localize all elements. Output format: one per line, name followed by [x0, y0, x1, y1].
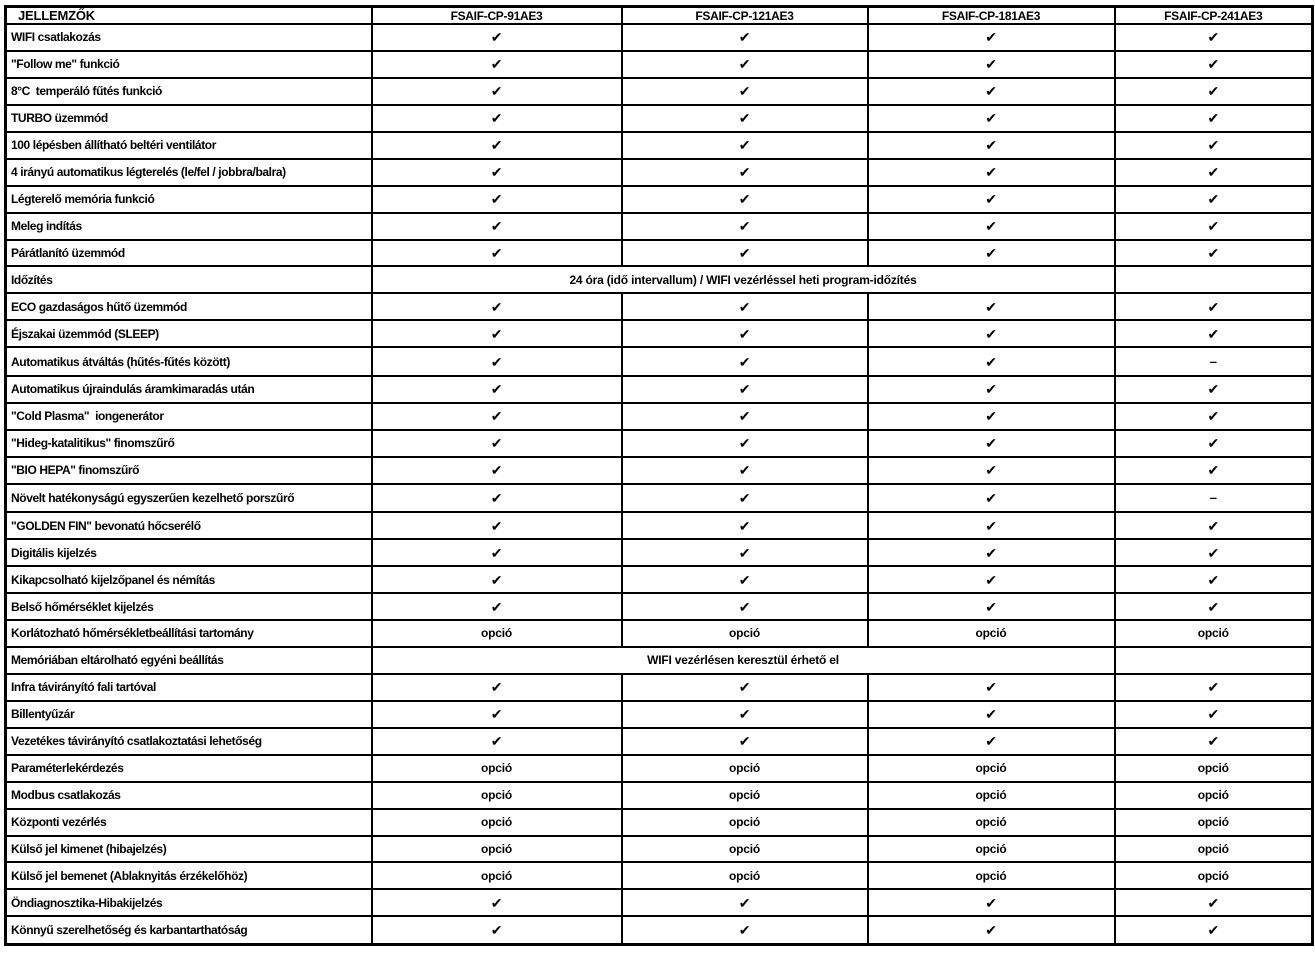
- check-mark: ✔: [868, 728, 1115, 755]
- model-column-header: FSAIF-CP-91AE3: [372, 7, 622, 25]
- check-mark: ✔: [622, 240, 868, 267]
- check-mark: ✔: [372, 566, 622, 593]
- check-mark: ✔: [622, 24, 868, 51]
- option-text: opció: [372, 809, 622, 836]
- option-text: opció: [622, 782, 868, 809]
- table-row: [6, 836, 1313, 863]
- check-mark: ✔: [372, 889, 622, 916]
- check-mark: ✔: [622, 539, 868, 566]
- check-mark: ✔: [372, 430, 622, 457]
- check-mark: ✔: [868, 78, 1115, 105]
- table-row: [6, 347, 1313, 376]
- check-mark: ✔: [868, 293, 1115, 320]
- check-mark: ✔: [868, 566, 1115, 593]
- table-row: [6, 809, 1313, 836]
- check-mark: ✔: [372, 240, 622, 267]
- table-row: [6, 647, 1313, 674]
- option-text: opció: [1115, 782, 1313, 809]
- feature-label: ECO gazdaságos hűtő üzemmód: [6, 293, 372, 320]
- feature-label: Korlátozható hőmérsékletbeállítási tartomány: [6, 620, 372, 647]
- option-text: opció: [372, 755, 622, 782]
- feature-label: Paraméterlekérdezés: [6, 755, 372, 782]
- span-note-cell: 24 óra (idő intervallum) / WIFI vezérléssel heti program-időzítés: [372, 266, 1115, 293]
- check-mark: ✔: [372, 78, 622, 105]
- table-row: [6, 159, 1313, 186]
- check-mark: ✔: [622, 512, 868, 539]
- option-text: opció: [622, 862, 868, 889]
- check-mark: ✔: [1115, 889, 1313, 916]
- check-mark: ✔: [1115, 512, 1313, 539]
- check-mark: ✔: [622, 105, 868, 132]
- table-row: [6, 593, 1313, 620]
- check-mark: ✔: [868, 159, 1115, 186]
- check-mark: ✔: [868, 403, 1115, 430]
- check-mark: ✔: [372, 376, 622, 403]
- table-row: [6, 293, 1313, 320]
- check-mark: ✔: [622, 430, 868, 457]
- option-text: opció: [622, 809, 868, 836]
- feature-label: Éjszakai üzemmód (SLEEP): [6, 320, 372, 347]
- table-header: [6, 7, 1313, 25]
- table-row: [6, 320, 1313, 347]
- table-row: [6, 186, 1313, 213]
- feature-label: Meleg indítás: [6, 213, 372, 240]
- table-row: [6, 755, 1313, 782]
- check-mark: ✔: [1115, 51, 1313, 78]
- table-row: [6, 484, 1313, 513]
- check-mark: ✔: [372, 403, 622, 430]
- span-note-cell: WIFI vezérlésen keresztül érhető el: [372, 647, 1115, 674]
- table-row: [6, 701, 1313, 728]
- table-row: [6, 889, 1313, 916]
- option-text: opció: [1115, 620, 1313, 647]
- table-row: [6, 620, 1313, 647]
- check-mark: ✔: [372, 457, 622, 484]
- feature-label: Külső jel bemenet (Ablaknyitás érzékelőhöz): [6, 862, 372, 889]
- option-text: opció: [372, 836, 622, 863]
- check-mark: ✔: [868, 457, 1115, 484]
- feature-column-header: JELLEMZŐK: [6, 7, 372, 25]
- check-mark: ✔: [1115, 403, 1313, 430]
- check-mark: ✔: [372, 916, 622, 944]
- option-text: opció: [372, 782, 622, 809]
- check-mark: ✔: [1115, 240, 1313, 267]
- feature-label: Központi vezérlés: [6, 809, 372, 836]
- check-mark: ✔: [372, 484, 622, 513]
- option-text: opció: [868, 862, 1115, 889]
- feature-label: Belső hőmérséklet kijelzés: [6, 593, 372, 620]
- check-mark: ✔: [868, 916, 1115, 944]
- feature-label: Könnyű szerelhetőség és karbantarthatóság: [6, 916, 372, 944]
- table-row: [6, 105, 1313, 132]
- check-mark: ✔: [622, 916, 868, 944]
- check-mark: ✔: [622, 51, 868, 78]
- table-row: [6, 376, 1313, 403]
- check-mark: ✔: [1115, 539, 1313, 566]
- check-mark: ✔: [868, 132, 1115, 159]
- check-mark: ✔: [622, 593, 868, 620]
- check-mark: ✔: [372, 293, 622, 320]
- option-text: opció: [622, 620, 868, 647]
- check-mark: ✔: [372, 728, 622, 755]
- option-text: opció: [1115, 862, 1313, 889]
- table-row: [6, 266, 1313, 293]
- table-row: [6, 674, 1313, 701]
- check-mark: ✔: [622, 376, 868, 403]
- feature-label: Növelt hatékonyságú egyszerűen kezelhető porszűrő: [6, 484, 372, 513]
- check-mark: ✔: [1115, 24, 1313, 51]
- check-mark: ✔: [1115, 430, 1313, 457]
- option-text: opció: [622, 836, 868, 863]
- check-mark: ✔: [868, 593, 1115, 620]
- check-mark: ✔: [1115, 159, 1313, 186]
- feature-label: "Follow me" funkció: [6, 51, 372, 78]
- feature-comparison-table: [4, 5, 1314, 946]
- check-mark: ✔: [868, 186, 1115, 213]
- table-row: [6, 403, 1313, 430]
- feature-label: Memóriában eltárolható egyéni beállítás: [6, 647, 372, 674]
- check-mark: ✔: [1115, 916, 1313, 944]
- check-mark: ✔: [1115, 701, 1313, 728]
- feature-label: Billentyűzár: [6, 701, 372, 728]
- check-mark: ✔: [868, 213, 1115, 240]
- feature-label: Automatikus újraindulás áramkimaradás után: [6, 376, 372, 403]
- check-mark: ✔: [622, 132, 868, 159]
- feature-label: Külső jel kimenet (hibajelzés): [6, 836, 372, 863]
- check-mark: ✔: [622, 674, 868, 701]
- check-mark: ✔: [622, 159, 868, 186]
- feature-label: Légterelő memória funkció: [6, 186, 372, 213]
- dash-mark: –: [1115, 484, 1313, 513]
- check-mark: ✔: [372, 347, 622, 376]
- check-mark: ✔: [868, 889, 1115, 916]
- check-mark: ✔: [868, 539, 1115, 566]
- feature-label: Párátlanító üzemmód: [6, 240, 372, 267]
- check-mark: ✔: [622, 566, 868, 593]
- feature-label: Infra távirányító fali tartóval: [6, 674, 372, 701]
- table-row: [6, 916, 1313, 944]
- check-mark: ✔: [868, 376, 1115, 403]
- feature-label: "BIO HEPA" finomszűrő: [6, 457, 372, 484]
- check-mark: ✔: [372, 593, 622, 620]
- feature-label: "Hideg-katalitikus" finomszűrő: [6, 430, 372, 457]
- feature-label: Modbus csatlakozás: [6, 782, 372, 809]
- table-row: [6, 539, 1313, 566]
- check-mark: ✔: [1115, 213, 1313, 240]
- check-mark: ✔: [1115, 132, 1313, 159]
- check-mark: ✔: [372, 105, 622, 132]
- feature-label: Öndiagnosztika-Hibakijelzés: [6, 889, 372, 916]
- check-mark: ✔: [1115, 593, 1313, 620]
- table-row: [6, 78, 1313, 105]
- table-row: [6, 566, 1313, 593]
- feature-label: Automatikus átváltás (hűtés-fűtés között): [6, 347, 372, 376]
- check-mark: ✔: [372, 701, 622, 728]
- feature-label: "Cold Plasma" iongenerátor: [6, 403, 372, 430]
- model-column-header: FSAIF-CP-181AE3: [868, 7, 1115, 25]
- check-mark: ✔: [1115, 186, 1313, 213]
- check-mark: ✔: [1115, 674, 1313, 701]
- option-text: opció: [868, 620, 1115, 647]
- check-mark: ✔: [622, 293, 868, 320]
- check-mark: ✔: [868, 105, 1115, 132]
- feature-label: Digitális kijelzés: [6, 539, 372, 566]
- check-mark: ✔: [1115, 320, 1313, 347]
- check-mark: ✔: [622, 186, 868, 213]
- check-mark: ✔: [372, 24, 622, 51]
- check-mark: ✔: [622, 320, 868, 347]
- check-mark: ✔: [1115, 105, 1313, 132]
- option-text: opció: [868, 782, 1115, 809]
- check-mark: ✔: [1115, 566, 1313, 593]
- check-mark: ✔: [622, 889, 868, 916]
- feature-label: "GOLDEN FIN" bevonatú hőcserélő: [6, 512, 372, 539]
- feature-label: 4 irányú automatikus légterelés (le/fel / jobbra/balra): [6, 159, 372, 186]
- option-text: opció: [372, 862, 622, 889]
- option-text: opció: [868, 809, 1115, 836]
- table-row: [6, 512, 1313, 539]
- check-mark: ✔: [622, 403, 868, 430]
- check-mark: ✔: [868, 51, 1115, 78]
- option-text: opció: [372, 620, 622, 647]
- check-mark: ✔: [372, 186, 622, 213]
- model-column-header: FSAIF-CP-121AE3: [622, 7, 868, 25]
- option-text: opció: [868, 755, 1115, 782]
- check-mark: ✔: [868, 347, 1115, 376]
- check-mark: ✔: [1115, 728, 1313, 755]
- check-mark: ✔: [622, 78, 868, 105]
- option-text: opció: [1115, 836, 1313, 863]
- check-mark: ✔: [868, 674, 1115, 701]
- empty-cell: [1115, 266, 1313, 293]
- table-row: [6, 457, 1313, 484]
- option-text: opció: [1115, 809, 1313, 836]
- table-row: [6, 240, 1313, 267]
- check-mark: ✔: [868, 24, 1115, 51]
- feature-label: WIFI csatlakozás: [6, 24, 372, 51]
- check-mark: ✔: [372, 674, 622, 701]
- table-row: [6, 51, 1313, 78]
- table-row: [6, 24, 1313, 51]
- table-row: [6, 782, 1313, 809]
- check-mark: ✔: [622, 701, 868, 728]
- check-mark: ✔: [868, 484, 1115, 513]
- table-row: [6, 728, 1313, 755]
- check-mark: ✔: [372, 320, 622, 347]
- check-mark: ✔: [372, 51, 622, 78]
- check-mark: ✔: [622, 484, 868, 513]
- check-mark: ✔: [1115, 457, 1313, 484]
- check-mark: ✔: [868, 430, 1115, 457]
- option-text: opció: [622, 755, 868, 782]
- table-row: [6, 132, 1313, 159]
- check-mark: ✔: [1115, 78, 1313, 105]
- option-text: opció: [1115, 755, 1313, 782]
- check-mark: ✔: [868, 701, 1115, 728]
- table-row: [6, 430, 1313, 457]
- table-row: [6, 213, 1313, 240]
- table-body: [6, 24, 1313, 945]
- feature-label: 100 lépésben állítható beltéri ventilátor: [6, 132, 372, 159]
- check-mark: ✔: [622, 457, 868, 484]
- option-text: opció: [868, 836, 1115, 863]
- check-mark: ✔: [622, 347, 868, 376]
- model-column-header: FSAIF-CP-241AE3: [1115, 7, 1313, 25]
- check-mark: ✔: [372, 512, 622, 539]
- dash-mark: –: [1115, 347, 1313, 376]
- check-mark: ✔: [372, 132, 622, 159]
- feature-label: Időzítés: [6, 266, 372, 293]
- check-mark: ✔: [868, 512, 1115, 539]
- check-mark: ✔: [868, 240, 1115, 267]
- table-row: [6, 862, 1313, 889]
- feature-label: TURBO üzemmód: [6, 105, 372, 132]
- feature-label: Kikapcsolható kijelzőpanel és némítás: [6, 566, 372, 593]
- check-mark: ✔: [372, 539, 622, 566]
- check-mark: ✔: [372, 159, 622, 186]
- empty-cell: [1115, 647, 1313, 674]
- check-mark: ✔: [622, 213, 868, 240]
- header-row: [6, 7, 1313, 25]
- check-mark: ✔: [868, 320, 1115, 347]
- check-mark: ✔: [1115, 293, 1313, 320]
- check-mark: ✔: [372, 213, 622, 240]
- check-mark: ✔: [1115, 376, 1313, 403]
- feature-label: Vezetékes távirányító csatlakoztatási lehetőség: [6, 728, 372, 755]
- check-mark: ✔: [622, 728, 868, 755]
- feature-label: 8°C temperáló fűtés funkció: [6, 78, 372, 105]
